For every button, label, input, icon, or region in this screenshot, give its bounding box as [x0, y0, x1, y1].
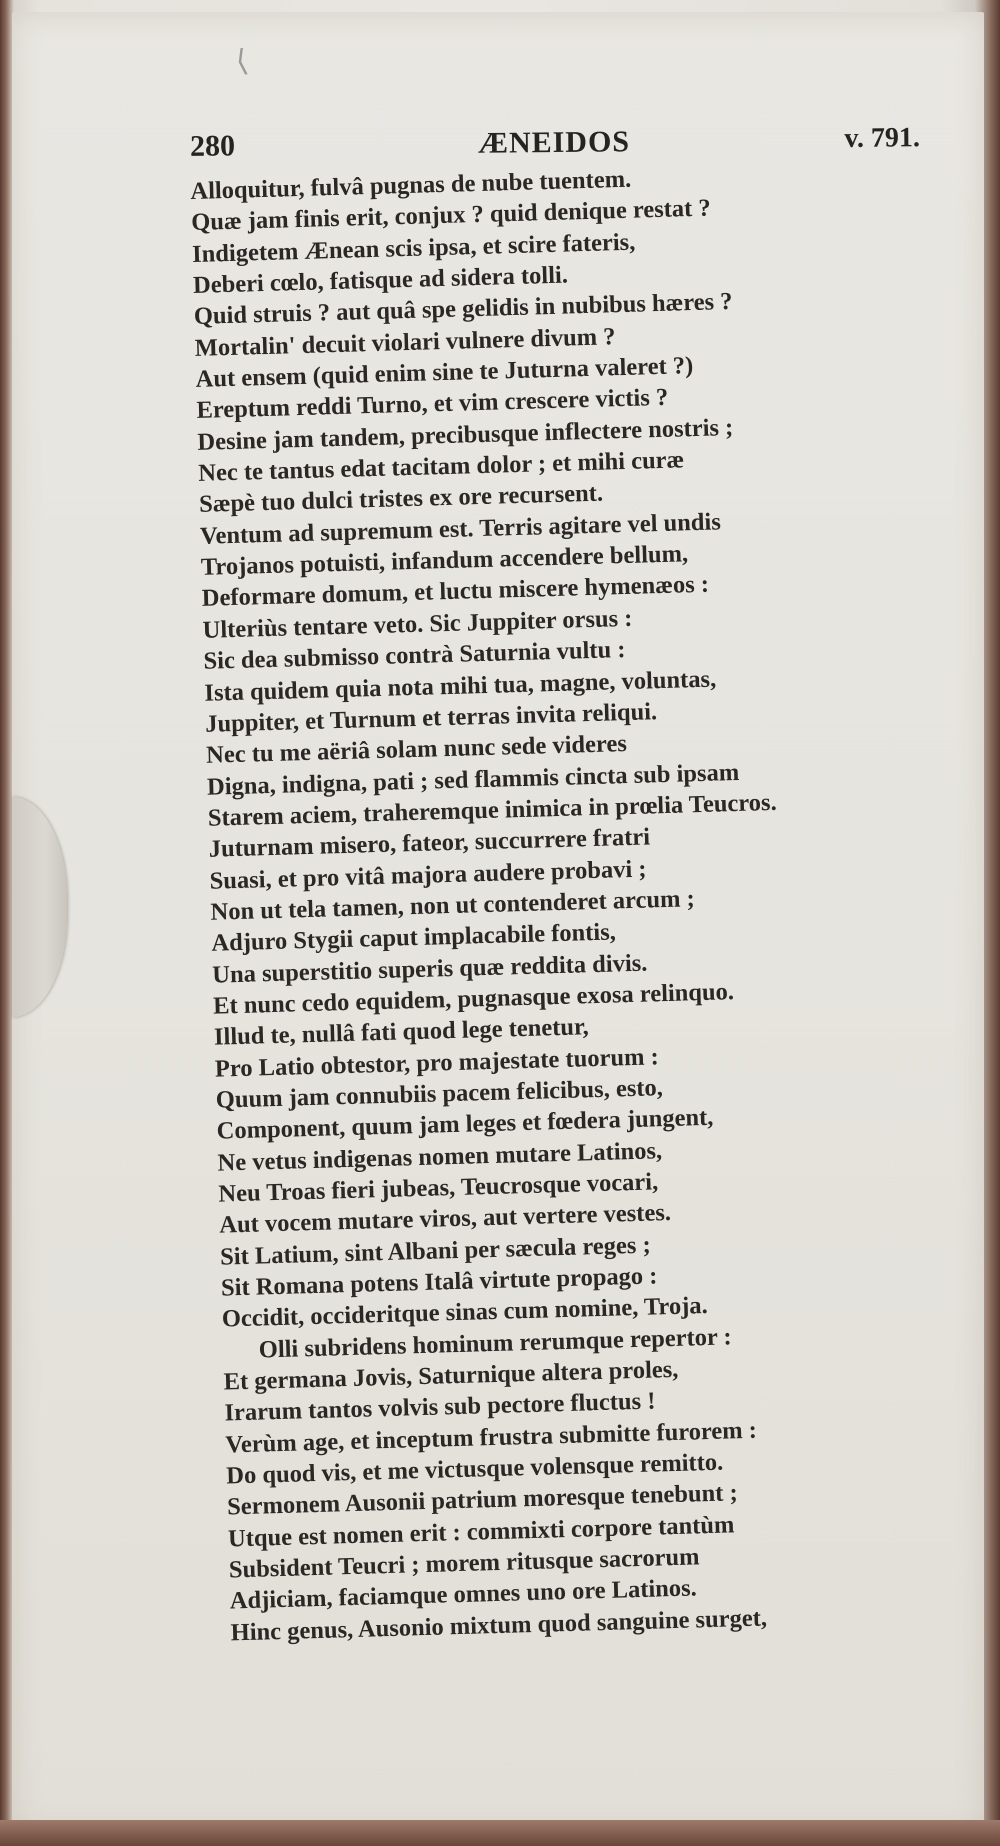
page-number: 280 — [189, 129, 236, 163]
verse-line: Non ut tela tamen, non ut contenderet arcum ; — [210, 885, 696, 926]
verse-line: Aut ensem (quid enim sine te Juturna valeret ?) — [195, 352, 694, 393]
verse-line: Ventum ad supremum est. Terris agitare vel undis — [199, 508, 722, 550]
verse-line: Nec tu me aëriâ solam nunc sede videres — [205, 730, 628, 769]
verse-line: Adjiciam, faciamque omnes uno ore Latinos. — [229, 1574, 698, 1615]
verse-line: Ulteriùs tentare veto. Sic Juppiter orsus : — [202, 604, 633, 644]
verse-text-block — [190, 155, 991, 1649]
verse-line: Component, quum jam leges et fœdera jungent, — [216, 1104, 714, 1145]
verse-line: Quid struis ? aut quâ spe gelidis in nubibus hæres ? — [193, 288, 733, 331]
verse-line: Alloquitur, fulvâ pugnas de nube tuentem. — [190, 165, 632, 205]
verse-line: Illud te, nullâ fati quod lege tenetur, — [213, 1013, 590, 1051]
verse-line: Trojanos potuisti, infandum accendere bellum, — [200, 540, 689, 581]
verse-line: Digna, indigna, pati ; sed flammis cincta sub ipsam — [206, 758, 740, 801]
verse-line: Quæ jam finis erit, conjux ? quid denique restat ? — [190, 194, 712, 237]
verse-line: Pro Latio obtestor, pro majestate tuorum : — [214, 1042, 660, 1083]
verse-line: Subsident Teucri ; morem ritusque sacrorum — [228, 1543, 700, 1584]
verse-line: Hinc genus, Ausonio mixtum quod sanguine surget, — [230, 1604, 768, 1647]
verse-line: Do quod vis, et me victusque volensque remitto. — [225, 1448, 724, 1490]
running-title: ÆNEIDOS — [477, 125, 631, 160]
verse-line: Verùm age, et inceptum frustra submitte furorem : — [225, 1416, 758, 1459]
verse-line: Et nunc cedo equidem, pugnasque exosa relinquo. — [212, 978, 735, 1020]
verse-line: Sit Romana potens Italâ virtute propago : — [220, 1262, 658, 1302]
verse-line: Deberi cœlo, fatisque ad sidera tolli. — [192, 261, 569, 299]
verse-line: Utque est nomen erit : commixti corpore tantùm — [227, 1511, 735, 1553]
verse-line: Desine jam tandem, precibusque inflectere nostris ; — [197, 413, 734, 456]
verse-line: Quum jam connubiis pacem felicibus, esto, — [215, 1074, 664, 1114]
verse-line: Olli subridens hominum rerumque repertor : — [258, 1323, 733, 1364]
pencil-mark: ⟨ — [233, 43, 251, 80]
verse-line: Nec te tantus edat tacitam dolor ; et mihi curæ — [197, 446, 685, 487]
verse-line: Deformare domum, et luctu miscere hymenæos : — [201, 571, 710, 613]
verse-line: Ne vetus indigenas nomen mutare Latinos, — [217, 1136, 663, 1177]
verse-line: Mortalin' decuit violari vulnere divum ? — [194, 322, 616, 362]
verse-line: Juppiter, et Turnum et terras invita reliqui. — [204, 698, 658, 738]
verse-line: Irarum tantos volvis sub pectore fluctus ! — [224, 1387, 656, 1427]
verse-line: Adjuro Stygii caput implacabile fontis, — [211, 918, 617, 957]
verse-line: Sæpè tuo dulci tristes ex ore recursent. — [198, 480, 604, 519]
verse-line: Indigetem Ænean scis ipsa, et scire fateris, — [191, 228, 636, 268]
verse-line: Ista quidem quia nota mihi tua, magne, voluntas, — [204, 665, 717, 707]
verse-reference: v. 791. — [844, 122, 921, 154]
page-tab-marker — [12, 797, 67, 1017]
verse-line: Starem aciem, traheremque inimica in prœlia Teucros. — [207, 788, 777, 832]
verse-line: Aut vocem mutare viros, aut vertere vestes. — [218, 1199, 672, 1239]
verse-line: Sic dea submisso contrà Saturnia vultu : — [203, 636, 626, 675]
verse-line: Sermonem Ausonii patrium moresque tenebunt ; — [226, 1479, 739, 1521]
verse-line: Sit Latium, sint Albani per sæcula reges ; — [219, 1231, 652, 1271]
verse-line: Suasi, et pro vitâ majora audere probavi ; — [209, 855, 647, 895]
verse-line: Neu Troas fieri jubeas, Teucrosque vocari, — [218, 1168, 659, 1208]
verse-line: Juturnam misero, fateor, succurrere fratri — [208, 823, 651, 863]
verse-line: Et germana Jovis, Saturnique altera proles, — [223, 1355, 679, 1396]
book-bottom-edge — [0, 1820, 1000, 1846]
verse-line: Occidit, occideritque sinas cum nomine, Troja. — [221, 1292, 709, 1333]
verse-line: Ereptum reddi Turno, et vim crescere victis ? — [196, 384, 669, 425]
verse-line: Una superstitio superis quæ reddita divis. — [211, 949, 648, 989]
